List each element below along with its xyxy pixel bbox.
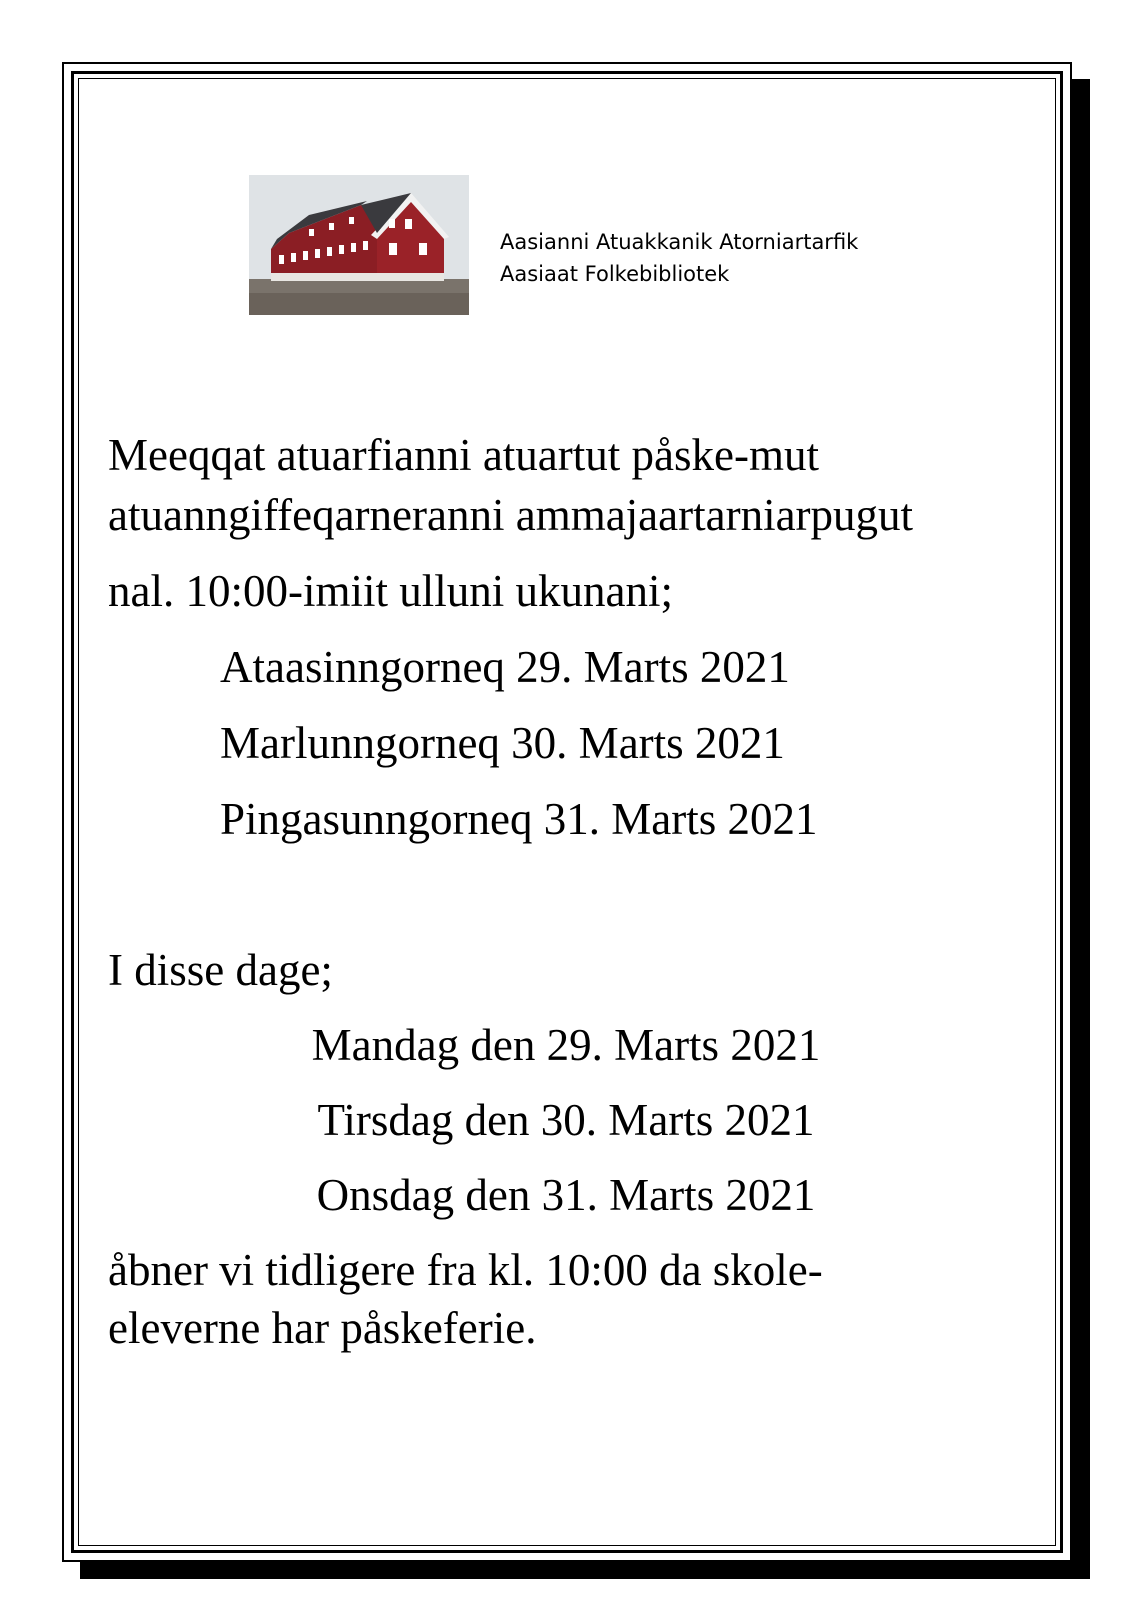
danish-closing-line-1: åbner vi tidligere fra kl. 10:00 da skole- — [108, 1245, 823, 1295]
greenlandic-date-3: Pingasunngorneq 31. Marts 2021 — [220, 794, 818, 844]
greenlandic-date-1: Ataasinngorneq 29. Marts 2021 — [220, 642, 790, 692]
danish-closing-line-2: eleverne har påskeferie. — [108, 1303, 537, 1353]
danish-date-3: Onsdag den 31. Marts 2021 — [316, 1170, 816, 1220]
greenlandic-line-2: atuanngiffeqarneranni ammajaartarniarpugut — [108, 490, 914, 540]
greenlandic-line-1: Meeqqat atuarfianni atuartut påske-mut — [108, 430, 819, 480]
greenlandic-date-2: Marlunngorneq 30. Marts 2021 — [220, 718, 785, 768]
danish-date-2: Tirsdag den 30. Marts 2021 — [317, 1095, 815, 1145]
danish-date-1: Mandag den 29. Marts 2021 — [311, 1020, 821, 1070]
library-name-greenlandic: Aasianni Atuakkanik Atorniartarfik — [500, 230, 859, 254]
greenlandic-line-3: nal. 10:00-imiit ulluni ukunani; — [108, 566, 673, 616]
library-name — [500, 226, 858, 290]
danish-intro: I disse dage; — [108, 945, 333, 995]
library-name-danish: Aasiaat Folkebibliotek — [500, 262, 730, 286]
library-building-photo — [249, 175, 469, 315]
